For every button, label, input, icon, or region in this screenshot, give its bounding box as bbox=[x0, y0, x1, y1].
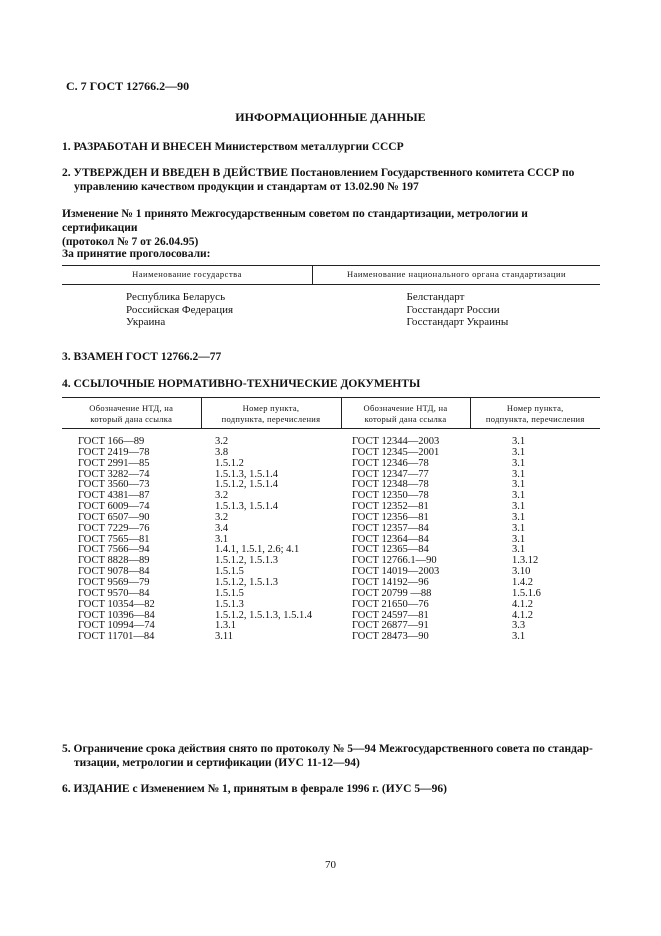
ref-clause-cell-2: 3.1 bbox=[512, 533, 526, 545]
ref-clause-cell: 1.5.1.2, 1.5.1.3 bbox=[215, 576, 278, 588]
ref-clause-cell-2: 1.4.2 bbox=[512, 576, 533, 588]
item-2-line2: управлению качеством продукции и стандартам от 13.02.90 № 197 bbox=[74, 181, 419, 193]
ref-clause-cell-2: 4.1.2 bbox=[512, 598, 533, 610]
ref-clause-cell: 1.5.1.2, 1.5.1.3, 1.5.1.4 bbox=[215, 609, 313, 621]
ref-clause-cell: 3.11 bbox=[215, 631, 233, 643]
item-4 bbox=[62, 377, 604, 391]
ref-clause-cell-2: 3.1 bbox=[512, 522, 526, 534]
ref-clause-cell-2: 3.1 bbox=[512, 631, 526, 643]
ref-doc-cell: ГОСТ 7229—76 bbox=[78, 522, 150, 534]
ref-doc-cell: ГОСТ 6507—90 bbox=[78, 511, 150, 523]
ref-doc-cell: ГОСТ 7565—81 bbox=[78, 533, 150, 545]
ref-doc-cell: ГОСТ 9569—79 bbox=[78, 576, 150, 588]
ref-doc-cell-2: ГОСТ 12348—78 bbox=[352, 479, 429, 491]
ref-doc-cell-2: ГОСТ 12357—84 bbox=[352, 522, 429, 534]
ref-clause-cell: 1.4.1, 1.5.1, 2.6; 4.1 bbox=[215, 544, 300, 556]
ref-clause-cell: 3.1 bbox=[215, 533, 229, 545]
item-2-text: Постановлением Государственного комитета СССР по bbox=[290, 167, 575, 179]
ref-doc-cell-2: ГОСТ 12350—78 bbox=[352, 490, 429, 502]
ref-doc-cell: ГОСТ 10994—74 bbox=[78, 620, 155, 632]
table-row bbox=[62, 459, 600, 470]
refs-h2-line1: Номер пункта, bbox=[242, 403, 300, 413]
ref-doc-cell: ГОСТ 2419—78 bbox=[78, 446, 150, 458]
ref-doc-cell-2: ГОСТ 24597—81 bbox=[352, 609, 429, 621]
ref-doc-cell-2: ГОСТ 12364—84 bbox=[352, 533, 429, 545]
ref-clause-cell: 1.5.1.3, 1.5.1.4 bbox=[215, 501, 278, 513]
item-4-text: 4. ССЫЛОЧНЫЕ НОРМАТИВНО-ТЕХНИЧЕСКИЕ ДОКУМЕНТЫ bbox=[62, 378, 421, 390]
ref-doc-cell: ГОСТ 8828—89 bbox=[78, 555, 150, 567]
refs-header-doc-2 bbox=[341, 398, 470, 429]
page-header: С. 7 ГОСТ 12766.2—90 bbox=[66, 79, 190, 93]
ref-doc-cell: ГОСТ 3282—74 bbox=[78, 468, 150, 480]
item-2-num: 2. bbox=[62, 167, 71, 179]
voted-text: За принятие проголосовали: bbox=[62, 248, 211, 260]
item-5-line2: тизации, метрологии и сертификации (ИУС 11-12—94) bbox=[74, 757, 360, 769]
table-row bbox=[62, 600, 600, 611]
ref-clause-cell-2: 3.1 bbox=[512, 436, 526, 447]
refs-header-doc bbox=[62, 398, 201, 429]
change-line2: (протокол № 7 от 26.04.95) bbox=[62, 236, 199, 248]
change-line1: Изменение № 1 принято Межгосударственным советом по стандартизации, метрологии и сертификации bbox=[62, 208, 528, 234]
refs-h4-line1: Номер пункта, bbox=[506, 403, 564, 413]
voted-label bbox=[62, 247, 604, 261]
item-6-text: 6. ИЗДАНИЕ с Изменением № 1, принятым в феврале 1996 г. (ИУС 5—96) bbox=[62, 783, 447, 795]
refs-h1-line1: Обозначение НТД, на bbox=[89, 403, 174, 413]
ref-doc-cell: ГОСТ 4381—87 bbox=[78, 490, 150, 502]
refs-header-clause-2 bbox=[470, 398, 600, 429]
ref-doc-cell: ГОСТ 3560—73 bbox=[78, 479, 150, 491]
body-cell: Госстандарт России bbox=[406, 303, 500, 316]
item-5-line1: 5. Ограничение срока действия снято по протоколу № 5—94 Межгосударственного совета по стандар- bbox=[62, 743, 593, 755]
ref-clause-cell: 1.5.1.2 bbox=[215, 457, 244, 469]
ref-clause-cell-2: 4.1.2 bbox=[512, 609, 533, 621]
ref-clause-cell: 3.8 bbox=[215, 446, 229, 458]
ref-doc-cell: ГОСТ 7566—94 bbox=[78, 544, 150, 556]
table-row bbox=[62, 429, 600, 448]
ref-doc-cell-2: ГОСТ 21650—76 bbox=[352, 598, 429, 610]
state-cell: Республика Беларусь bbox=[126, 291, 226, 303]
ref-doc-cell: ГОСТ 166—89 bbox=[78, 436, 145, 447]
ref-clause-cell-2: 3.1 bbox=[512, 544, 526, 556]
votes-table bbox=[62, 265, 600, 329]
ref-clause-cell: 3.2 bbox=[215, 511, 229, 523]
ref-doc-cell: ГОСТ 6009—74 bbox=[78, 501, 150, 513]
item-1-bold: РАЗРАБОТАН И ВНЕСЕН bbox=[73, 141, 212, 153]
state-cell: Украина bbox=[126, 316, 166, 328]
ref-clause-cell: 1.5.1.3, 1.5.1.4 bbox=[215, 468, 278, 480]
ref-clause-cell-2: 3.3 bbox=[512, 620, 526, 632]
refs-h4-line2: подпункта, перечисления bbox=[485, 414, 585, 424]
ref-doc-cell-2: ГОСТ 14192—96 bbox=[352, 576, 429, 588]
references-table bbox=[62, 397, 600, 643]
ref-doc-cell: ГОСТ 10354—82 bbox=[78, 598, 155, 610]
ref-doc-cell-2: ГОСТ 20799 —88 bbox=[352, 587, 432, 599]
ref-clause-cell-2: 3.1 bbox=[512, 468, 526, 480]
ref-clause-cell-2: 1.3.12 bbox=[512, 555, 539, 567]
refs-h3-line1: Обозначение НТД, на bbox=[363, 403, 448, 413]
body-cell: Госстандарт Украины bbox=[406, 316, 509, 328]
ref-doc-cell: ГОСТ 10396—84 bbox=[78, 609, 155, 621]
change-note bbox=[62, 207, 604, 249]
votes-header-state: Наименование государства bbox=[62, 266, 313, 285]
table-row bbox=[62, 524, 600, 535]
item-1 bbox=[62, 140, 604, 154]
table-row bbox=[62, 632, 600, 643]
ref-doc-cell-2: ГОСТ 14019—2003 bbox=[352, 566, 440, 578]
ref-doc-cell: ГОСТ 2991—85 bbox=[78, 457, 150, 469]
table-row bbox=[62, 316, 600, 329]
ref-clause-cell: 1.5.1.3 bbox=[215, 598, 244, 610]
item-1-text: Министерством металлургии СССР bbox=[214, 141, 404, 153]
ref-clause-cell: 3.4 bbox=[215, 522, 229, 534]
votes-header-body: Наименование национального органа стандартизации bbox=[313, 266, 601, 285]
ref-clause-cell-2: 3.10 bbox=[512, 566, 531, 578]
ref-clause-cell-2: 3.1 bbox=[512, 501, 526, 513]
ref-doc-cell-2: ГОСТ 12766.1—90 bbox=[352, 555, 437, 567]
refs-h2-line2: подпункта, перечисления bbox=[221, 414, 321, 424]
ref-doc-cell-2: ГОСТ 12344—2003 bbox=[352, 436, 440, 447]
ref-clause-cell: 1.5.1.2, 1.5.1.4 bbox=[215, 479, 278, 491]
state-cell: Российская Федерация bbox=[126, 303, 234, 316]
ref-doc-cell-2: ГОСТ 12352—81 bbox=[352, 501, 429, 513]
table-row bbox=[62, 285, 600, 304]
item-3-text: 3. ВЗАМЕН ГОСТ 12766.2—77 bbox=[62, 351, 222, 363]
section-title: ИНФОРМАЦИОННЫЕ ДАННЫЕ bbox=[235, 110, 426, 124]
ref-doc-cell-2: ГОСТ 28473—90 bbox=[352, 631, 429, 643]
page-number: 70 bbox=[325, 859, 336, 871]
ref-doc-cell-2: ГОСТ 26877—91 bbox=[352, 620, 429, 632]
ref-clause-cell: 1.5.1.5 bbox=[215, 566, 244, 578]
ref-doc-cell-2: ГОСТ 12346—78 bbox=[352, 457, 429, 469]
ref-clause-cell-2: 1.5.1.6 bbox=[512, 587, 541, 599]
ref-doc-cell-2: ГОСТ 12365—84 bbox=[352, 544, 429, 556]
ref-clause-cell-2: 3.1 bbox=[512, 490, 526, 502]
item-6 bbox=[62, 782, 604, 796]
item-2 bbox=[62, 166, 604, 194]
ref-clause-cell: 3.2 bbox=[215, 490, 229, 502]
ref-clause-cell: 1.5.1.5 bbox=[215, 587, 244, 599]
item-1-num: 1. bbox=[62, 141, 71, 153]
refs-h3-line2: который дана ссылка bbox=[364, 414, 447, 424]
ref-clause-cell: 3.2 bbox=[215, 436, 229, 447]
item-5 bbox=[62, 742, 604, 770]
ref-clause-cell-2: 3.1 bbox=[512, 511, 526, 523]
ref-doc-cell-2: ГОСТ 12347—77 bbox=[352, 468, 429, 480]
item-3 bbox=[62, 350, 604, 364]
ref-clause-cell-2: 3.1 bbox=[512, 446, 526, 458]
body-cell: Белстандарт bbox=[406, 291, 465, 303]
ref-clause-cell: 1.5.1.2, 1.5.1.3 bbox=[215, 555, 278, 567]
table-row bbox=[62, 304, 600, 317]
ref-clause-cell-2: 3.1 bbox=[512, 479, 526, 491]
refs-header-clause bbox=[201, 398, 341, 429]
ref-doc-cell-2: ГОСТ 12356—81 bbox=[352, 511, 429, 523]
ref-clause-cell: 1.3.1 bbox=[215, 620, 236, 632]
refs-h1-line2: который дана ссылка bbox=[90, 414, 173, 424]
item-2-bold: УТВЕРЖДЕН И ВВЕДЕН В ДЕЙСТВИЕ bbox=[73, 167, 288, 179]
ref-doc-cell: ГОСТ 9078—84 bbox=[78, 566, 150, 578]
ref-clause-cell-2: 3.1 bbox=[512, 457, 526, 469]
ref-doc-cell-2: ГОСТ 12345—2001 bbox=[352, 446, 440, 458]
ref-doc-cell: ГОСТ 11701—84 bbox=[78, 631, 155, 643]
ref-doc-cell: ГОСТ 9570—84 bbox=[78, 587, 150, 599]
